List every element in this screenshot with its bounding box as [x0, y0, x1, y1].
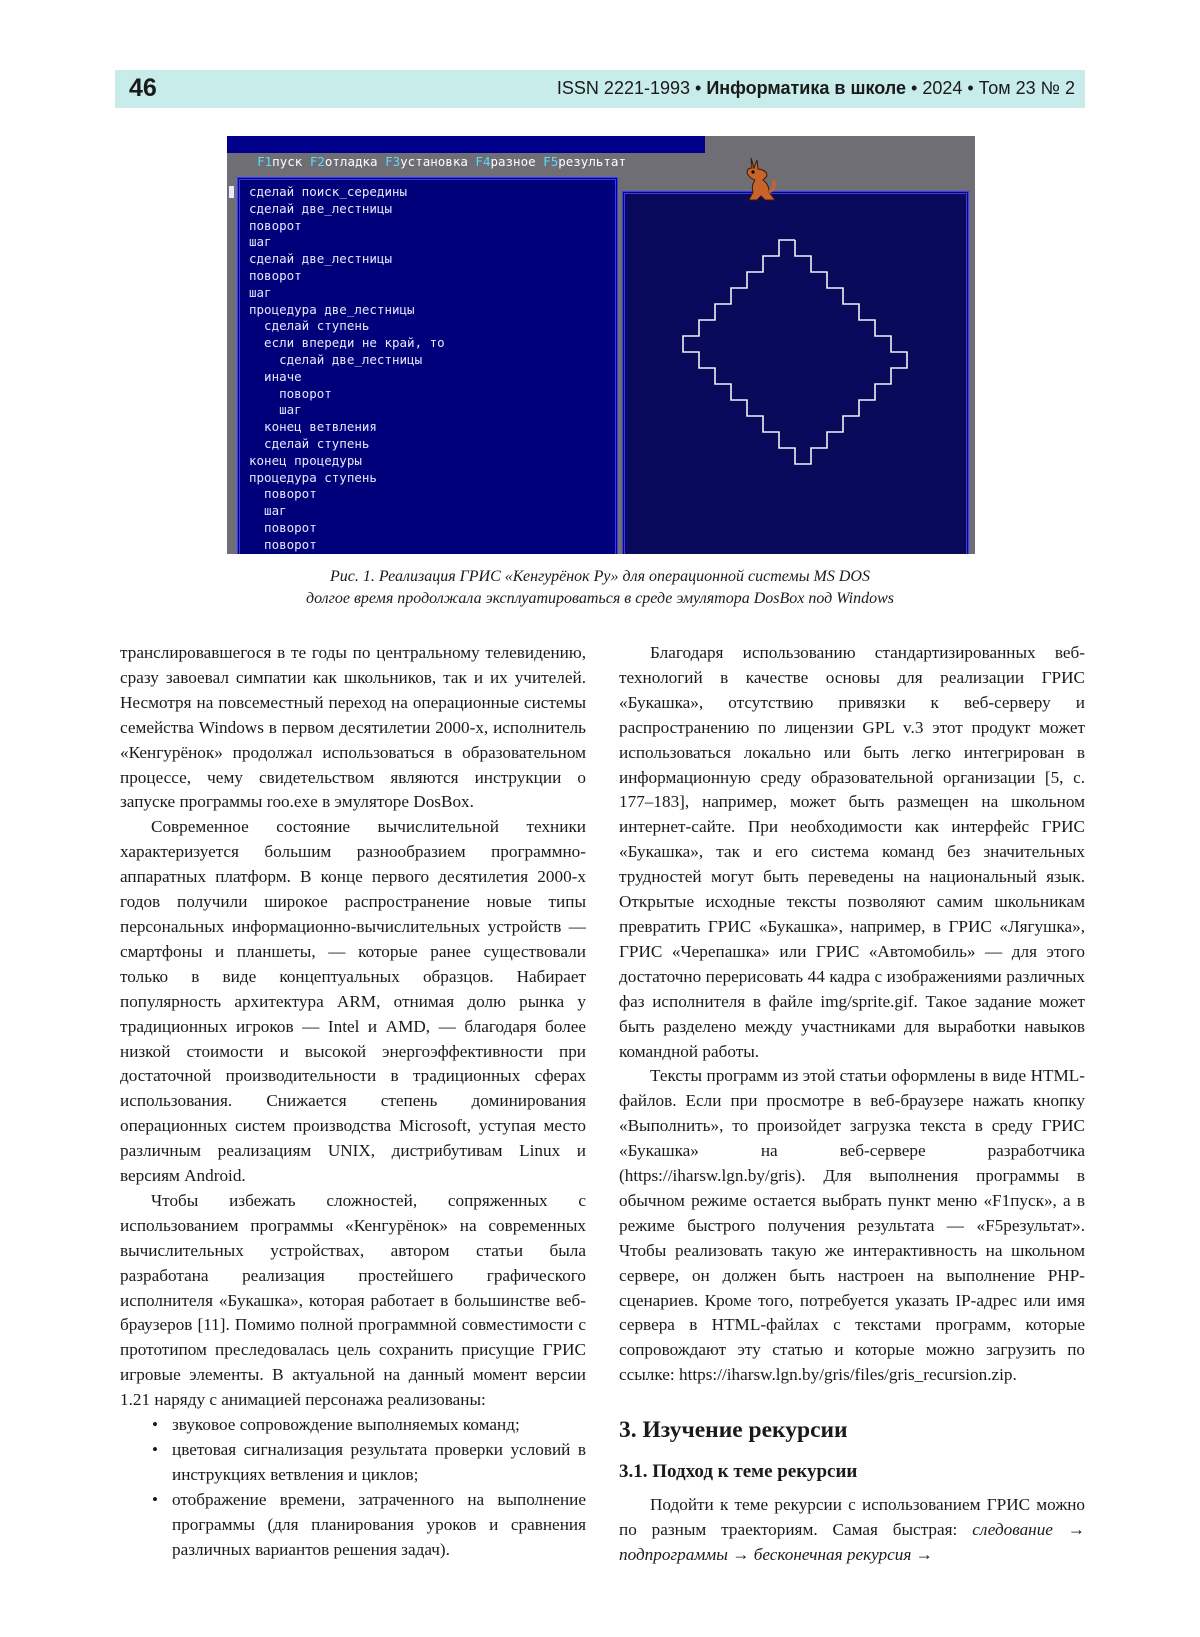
menu-item-f3: F3установка: [385, 154, 468, 169]
paragraph: Современное состояние вычислительной техники характеризуется большим разнообразием программно-аппаратных платформ. В конце первого десятилетия 2000-х годов получили широкое распространение новые типы персональных информационно-вычислительных устройств — смартфоны и планшеты, — которые ранее существовали только в виде концептуальных образцов. Набирает популярность архитектура ARM, отнимая долю рынка у традиционных игроков — Intel и AMD, — благодаря более низкой стоимости и высокой энергоэффективности при достаточной производительности в традиционных сферах использования. Снижается степень доминирования операционных систем производства Microsoft, уступая место различным реализациям UNIX, дистрибутивам Linux и версиям Android.: [120, 817, 586, 1186]
kangaroo-icon: [743, 156, 779, 202]
right-column: [619, 641, 1085, 1568]
page-number: 46: [129, 74, 157, 102]
paragraph: Чтобы избежать сложностей, сопряженных с использованием программы «Кенгурёнок» на современных вычислительных устройствах, автором статьи была разработана реализация простейшего графического исполнителя «Букашка», которая работает в большинстве веб-браузеров [11]. Помимо полной программной совместимости с прототипом преследовалась цель сохранить присущие ГРИС игровые элементы. В актуальной на данный момент версии 1.21 наряду с анимацией персонажа реализованы:: [120, 1190, 586, 1410]
code-line: сделай две_лестницы: [249, 200, 392, 216]
text-cursor: [229, 186, 234, 198]
paragraph: Благодаря использованию стандартизированных веб-технологий в качестве основы для реализации ГРИС «Букашка», отсутствию привязки к веб-серверу и распространению по лицензии GPL v.3 этот продукт может использоваться локально или быть легко интегрирован в информационную среду образовательной организации [5, с. 177–183], например, может быть размещен на школьном интернет-сайте. При необходимости как интерфейс ГРИС «Букашка», так и его система команд без значительных трудностей могут быть переведены на национальный язык. Открытые исходные тексты позволяют самим школьникам превратить ГРИС «Букашка», например, в ГРИС «Лягушка», ГРИС «Черепашка» или ГРИС «Автомобиль» — для этого достаточно перерисовать 44 кадра с изображениями различных фаз исполнителя в файле img/sprite.gif. Такое задание может быть разделено между участниками для выработки навыков командной работы.: [619, 643, 1085, 1061]
running-header: [115, 70, 1085, 108]
figure-dos-screenshot: [227, 136, 975, 554]
subsection-heading: 3.1. Подход к теме рекурсии: [619, 1461, 858, 1483]
drawing-field: [622, 191, 969, 554]
menu-item-f2: F2отладка: [309, 154, 378, 169]
code-line: поворот: [249, 217, 302, 233]
bullet-list: [120, 1413, 586, 1562]
journal-year: 2024: [922, 78, 963, 98]
menu-item-f5: F5результат: [543, 154, 626, 169]
code-line: сделай поиск_середины: [249, 184, 408, 199]
journal-info: ISSN 2221-1993 • Информатика в школе • 2024 • Том 23 № 2: [556, 78, 1075, 98]
list-item: • отображение времени, затраченного на выполнение программы (для планирования уроков и сравнения различных вариантов решения задач).: [120, 1488, 586, 1563]
journal-volume: Том 23 № 2: [978, 78, 1075, 98]
figure-caption: Рис. 1. Реализация ГРИС «Кенгурёнок Ру» для операционной системы MS DOS долгое время продолжала эксплуатироваться в среде эмулятора DosBox под Windows: [305, 568, 895, 607]
code-line: поворот: [249, 519, 317, 535]
code-line: процедура две_лестницы: [249, 301, 415, 317]
code-line: поворот: [249, 267, 302, 283]
code-listing: [249, 184, 445, 554]
menu-item-f4: F4разное: [475, 154, 536, 169]
code-line: шаг: [249, 234, 272, 250]
menu-item-f1: F1пуск: [257, 154, 303, 169]
code-line: иначе: [249, 368, 302, 384]
list-item: • цветовая сигнализация результата проверки условий в инструкциях ветвления и циклов;: [120, 1438, 586, 1488]
code-line: конец ветвления: [249, 419, 377, 435]
code-line: поворот: [249, 486, 317, 502]
paragraph: Тексты программ из этой статьи оформлены в виде HTML-файлов. Если при просмотре в веб-браузере нажать кнопку «Выполнить», то произойдет загрузка текста в среду ГРИС «Букашка» на веб-сервере разработчика (https://iharsw.lgn.by/gris). Для выполнения программы в обычном режиме остается выбрать пункт меню «F1пуск», а в режиме быстрого получения результата — «F5результат». Чтобы реализовать такую же интерактивность на школьном сервере, он должен быть настроен на выполнение PHP-сценариев. Кроме того, потребуется указать IP-адрес или имя сервера в HTML-файлах с текстами программ, которые сопровождают эту статью и которые можно загрузить по ссылке: https://iharsw.lgn.by/gris/files/gris_recursion.zip.: [619, 1066, 1085, 1385]
paragraph: Подойти к теме рекурсии с использованием ГРИС можно по разным траекториям. Самая быстрая: следование → подпрограммы → бесконечная рекурсия →: [619, 1495, 1085, 1564]
section-heading: 3. Изучение рекурсии: [619, 1417, 848, 1444]
code-line: поворот: [249, 385, 332, 401]
code-line: сделай ступень: [249, 435, 370, 451]
code-line: сделай две_лестницы: [249, 251, 392, 267]
code-line: шаг: [249, 402, 302, 418]
code-line: процедура ступень: [249, 469, 377, 485]
code-editor-panel: [237, 177, 618, 554]
left-column: [120, 641, 586, 1563]
code-line: сделай ступень: [249, 318, 370, 334]
code-line: конец процедуры: [249, 452, 362, 468]
code-line: если впереди не край, то: [249, 335, 445, 351]
list-item: • звуковое сопровождение выполняемых команд;: [120, 1413, 586, 1438]
code-line: сделай две_лестницы: [249, 351, 423, 367]
code-line: шаг: [249, 503, 287, 519]
code-line: поворот: [249, 536, 317, 552]
paragraph: транслировавшегося в те годы по центральному телевидению, сразу завоевал симпатии как школьников, так и их учителей. Несмотря на повсеместный переход на операционные системы семейства Windows в первом десятилетии 2000-х, исполнитель «Кенгурёнок» продолжал использоваться в образовательном процессе, чему свидетельством являются инструкции о запуске программы roo.exe в эмуляторе DosBox.: [120, 643, 586, 812]
issn: ISSN 2221-1993: [556, 78, 691, 98]
diamond-staircase-path: [683, 240, 907, 464]
dos-menu-bar: [227, 136, 705, 169]
journal-title: Информатика в школе: [706, 78, 906, 98]
code-line: шаг: [249, 284, 272, 300]
staircase-diamond-drawing: [625, 194, 966, 554]
